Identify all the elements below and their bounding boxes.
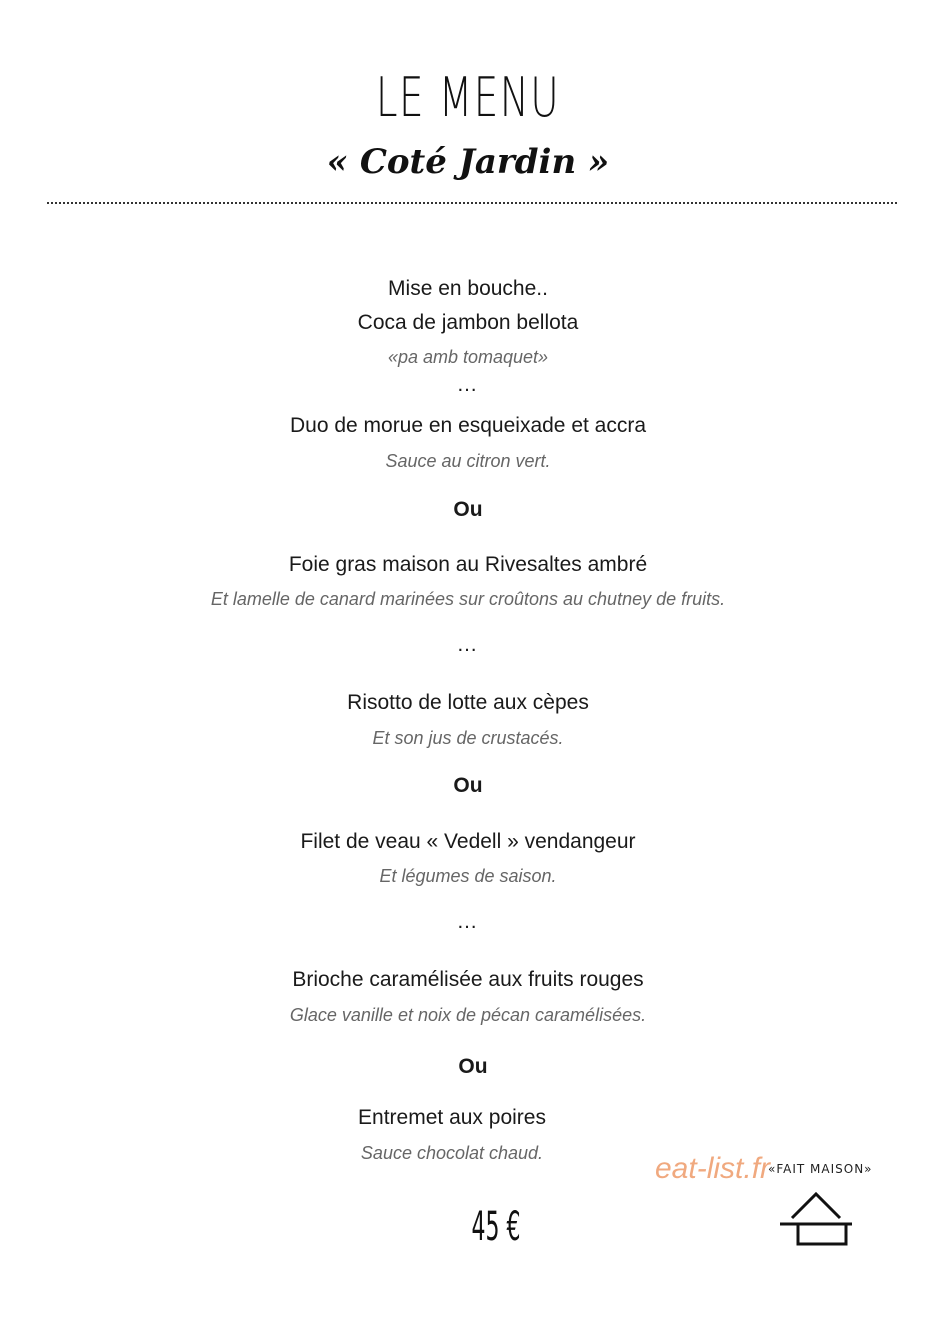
or-label: Ou (453, 774, 483, 797)
dessert-1-dish: Brioche caramélisée aux fruits rouges (292, 968, 644, 991)
course-separator: … (456, 633, 480, 656)
menu-price: 45 € (471, 1204, 521, 1250)
dessert-2-dish: Entremet aux poires (358, 1106, 546, 1129)
starter-1-dish: Duo de morue en esqueixade et accra (289, 414, 647, 437)
amuse-bouche-label: Mise en bouche.. (388, 277, 548, 300)
starter-2-dish: Foie gras maison au Rivesaltes ambré (288, 553, 648, 576)
dotted-divider (47, 202, 897, 204)
or-label: Ou (453, 498, 483, 521)
course-separator: … (456, 373, 480, 396)
fait-maison-label: «FAIT MAISON» (768, 1162, 873, 1176)
menu-subtitle: « Coté Jardin » (326, 142, 610, 182)
main-2-desc: Et légumes de saison. (379, 866, 557, 886)
starter-2-desc: Et lamelle de canard marinées sur croûtons au chutney de fruits. (210, 589, 726, 609)
house-icon (778, 1186, 858, 1248)
main-1-dish: Risotto de lotte aux cèpes (347, 691, 589, 714)
amuse-bouche-desc: «pa amb tomaquet» (387, 347, 549, 367)
watermark-logo: eat-list.fr (655, 1152, 771, 1185)
or-label: Ou (458, 1055, 488, 1078)
course-separator: … (456, 910, 480, 933)
amuse-bouche-dish: Coca de jambon bellota (357, 311, 579, 334)
main-1-desc: Et son jus de crustacés. (372, 728, 564, 748)
menu-title: LE MENU (375, 66, 561, 129)
main-2-dish: Filet de veau « Vedell » vendangeur (300, 830, 636, 853)
dessert-1-desc: Glace vanille et noix de pécan caramélisées. (289, 1005, 647, 1025)
dessert-2-desc: Sauce chocolat chaud. (360, 1143, 544, 1163)
starter-1-desc: Sauce au citron vert. (385, 451, 551, 471)
